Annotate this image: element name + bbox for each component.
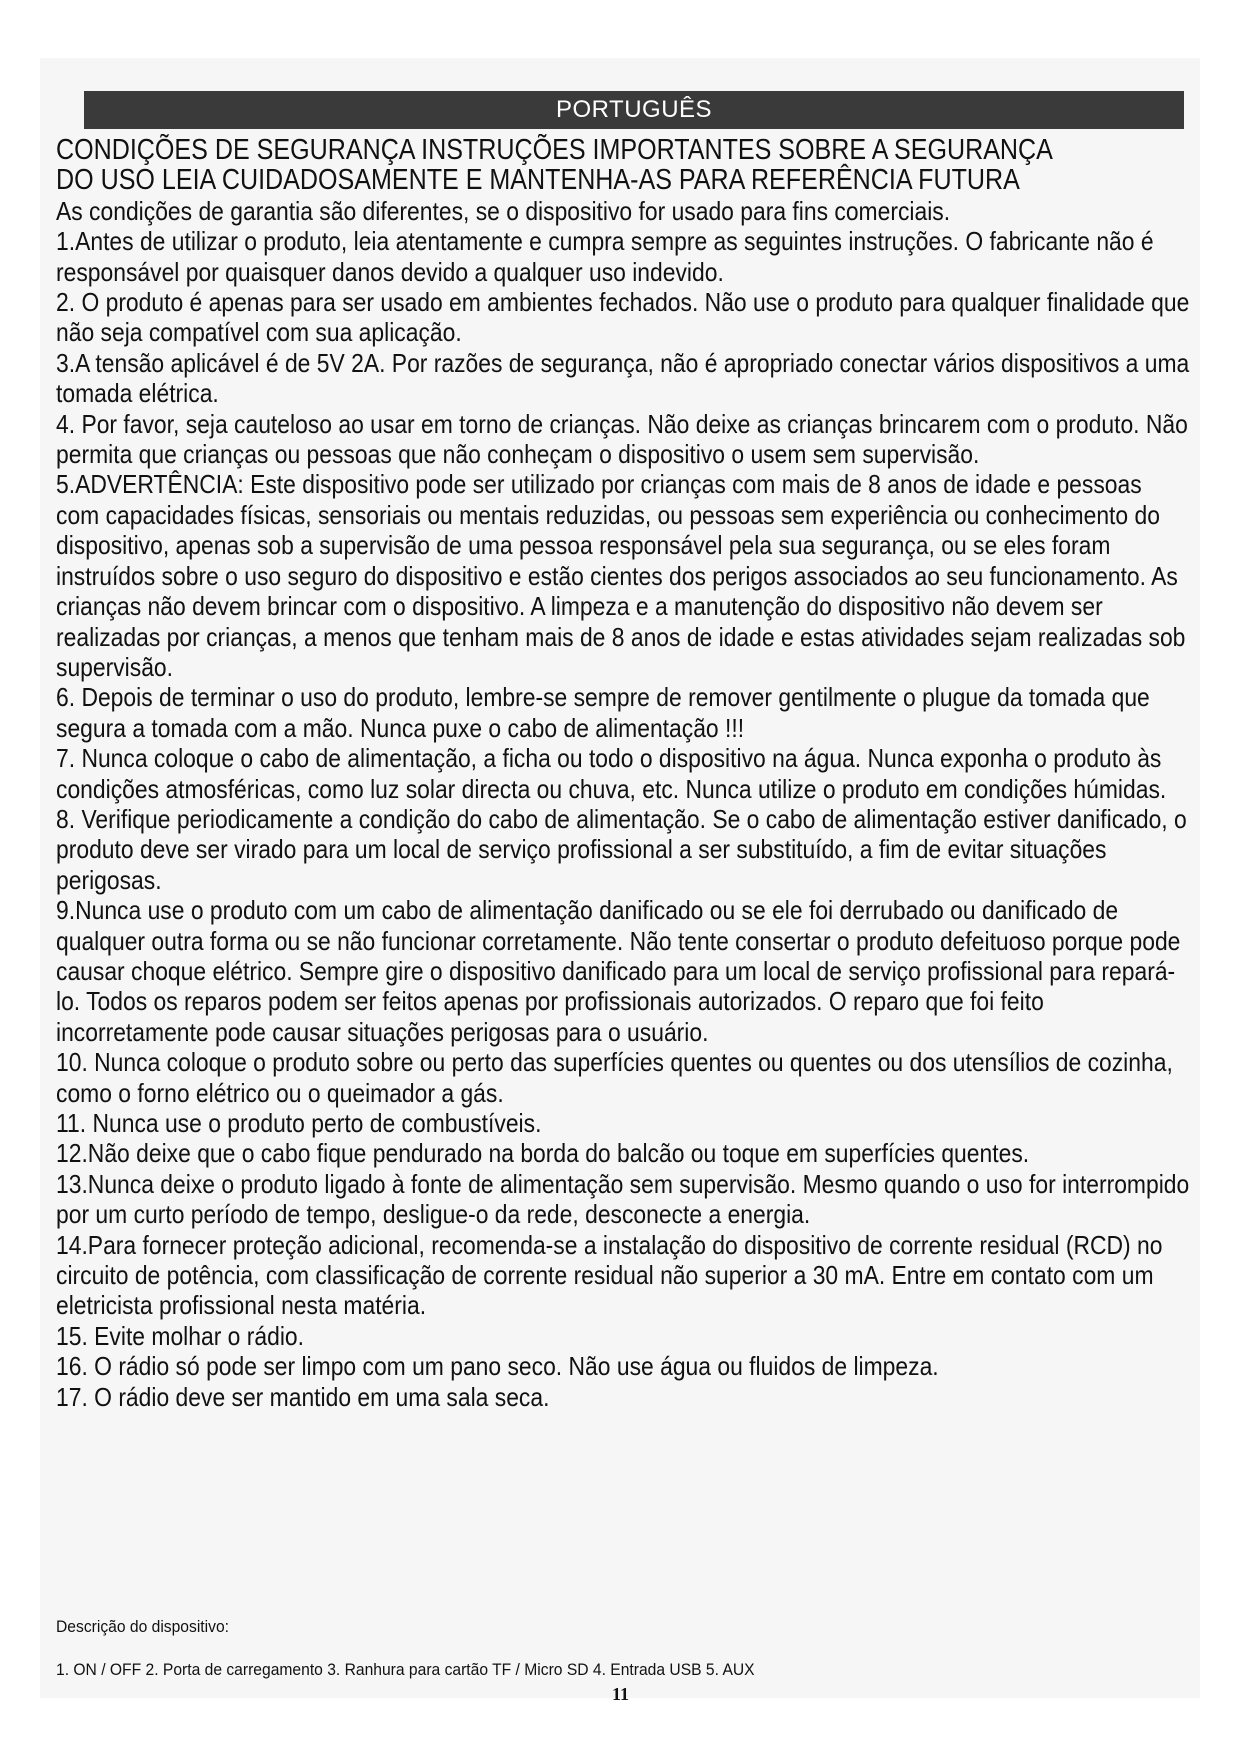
language-header-bar	[84, 91, 1184, 129]
instruction-item: 1.Antes de utilizar o produto, leia atentamente e cumpra sempre as seguintes instruções. O fabricante não é responsável por quaisquer danos devido a qualquer uso indevido.	[56, 226, 1154, 287]
instruction-item: 7. Nunca coloque o cabo de alimentação, a ficha ou todo o dispositivo na água. Nunca exponha o produto às condições atmosféricas, como luz solar directa ou chuva, etc. Nunca utilize o produto em condições húmidas.	[56, 743, 1167, 804]
safety-title-line-2: DO USO LEIA CUIDADOSAMENTE E MANTENHA-AS PARA REFERÊNCIA FUTURA	[56, 164, 1020, 197]
warranty-note: As condições de garantia são diferentes, se o dispositivo for usado para fins comerciais.	[56, 195, 951, 226]
safety-instructions	[56, 135, 1191, 1412]
instruction-item: 15. Evite molhar o rádio.	[56, 1320, 304, 1351]
instruction-item: 12.Não deixe que o cabo fique pendurado na borda do balcão ou toque em superfícies quentes.	[56, 1138, 1030, 1169]
instruction-item: 2. O produto é apenas para ser usado em ambientes fechados. Não use o produto para qualquer finalidade que não seja compatível com sua aplicação.	[56, 287, 1190, 348]
language-label: PORTUGUÊS	[555, 96, 713, 123]
instruction-item: 3.A tensão aplicável é de 5V 2A. Por razões de segurança, não é apropriado conectar vários dispositivos a uma tomada elétrica.	[56, 347, 1190, 409]
instruction-item: 9.Nunca use o produto com um cabo de alimentação danificado ou se ele foi derrubado ou danificado de qualquer outra forma ou se não funcionar corretamente. Não tente consertar o produto defeituoso porque pode causar choque elétrico. Sempre gire o dispositivo danificado para um local de serviço profissional para repará-lo. Todos os reparos podem ser feitos apenas por profissionais autorizados. O reparo que foi feito incorretamente pode causar situações perigosas para o usuário.	[56, 895, 1181, 1047]
instruction-item: 17. O rádio deve ser mantido em uma sala seca.	[56, 1381, 550, 1412]
instruction-item: 11. Nunca use o produto perto de combustíveis.	[56, 1108, 542, 1138]
instruction-item: 10. Nunca coloque o produto sobre ou perto das superfícies quentes ou quentes ou dos utensílios de cozinha, como o forno elétrico ou o queimador a gás.	[56, 1047, 1173, 1108]
instruction-item: 6. Depois de terminar o uso do produto, lembre-se sempre de remover gentilmente o plugue da tomada que segura a tomada com a mão. Nunca puxe o cabo de alimentação !!!	[56, 682, 1150, 743]
instruction-item: 8. Verifique periodicamente a condição do cabo de alimentação. Se o cabo de alimentação estiver danificado, o produto deve ser virado para um local de serviço profissional a ser substituído, a fim de evitar situações perigosas.	[56, 803, 1187, 895]
device-parts-list: 1. ON / OFF 2. Porta de carregamento 3. Ranhura para cartão TF / Micro SD 4. Entrada USB 5. AUX	[56, 1660, 755, 1679]
device-description-heading: Descrição do dispositivo:	[56, 1617, 229, 1636]
instruction-item: 16. O rádio só pode ser limpo com um pano seco. Não use água ou fluidos de limpeza.	[56, 1351, 939, 1382]
page-number: 11	[611, 1684, 629, 1704]
instruction-item: 14.Para fornecer proteção adicional, recomenda-se a instalação do dispositivo de corrente residual (RCD) no circuito de potência, com classificação de corrente residual não superior a 30 mA. Entre em contato com um eletricista profissional nesta matéria.	[56, 1229, 1163, 1321]
safety-title-line-1: CONDIÇÕES DE SEGURANÇA INSTRUÇÕES IMPORTANTES SOBRE A SEGURANÇA	[56, 134, 1053, 166]
instruction-item: 5.ADVERTÊNCIA: Este dispositivo pode ser utilizado por crianças com mais de 8 anos de idade e pessoas com capacidades físicas, sensoriais ou mentais reduzidas, ou pessoas sem experiência ou conhecimento do dispositivo, apenas sob a supervisão de uma pessoa responsável pela sua segurança, ou se eles foram instruídos sobre o uso seguro do dispositivo e estão cientes dos perigos associados ao seu funcionamento. As crianças não devem brincar com o dispositivo. A limpeza e a manutenção do dispositivo não devem ser realizadas por crianças, a menos que tenham mais de 8 anos de idade e estas atividades sejam realizadas sob supervisão.	[56, 469, 1186, 682]
instruction-item: 4. Por favor, seja cauteloso ao usar em torno de crianças. Não deixe as crianças brincarem com o produto. Não permita que crianças ou pessoas que não conheçam o dispositivo o usem sem supervisão.	[56, 408, 1188, 470]
instruction-item: 13.Nunca deixe o produto ligado à fonte de alimentação sem supervisão. Mesmo quando o uso for interrompido por um curto período de tempo, desligue-o da rede, desconecte a energia.	[56, 1168, 1190, 1230]
